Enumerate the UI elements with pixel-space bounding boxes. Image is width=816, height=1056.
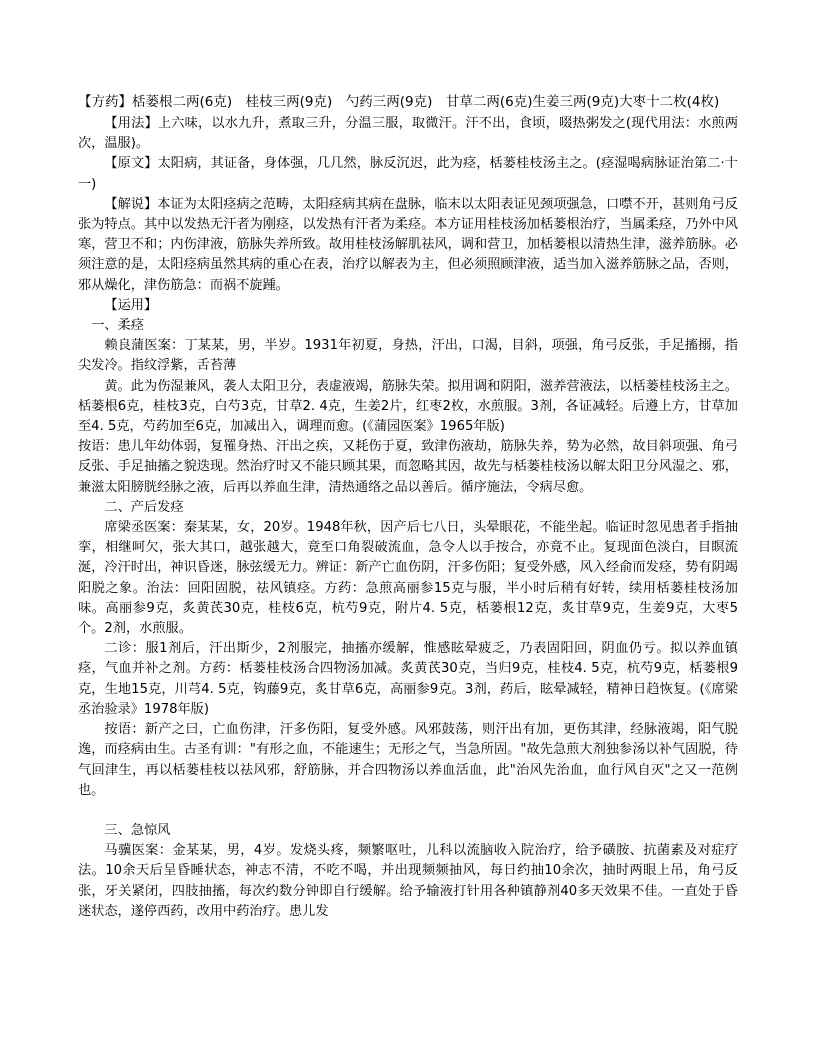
heading-case-chanhoufazhi: 席梁丞医案：秦某某，女，20岁。1948年秋，因产后七八日，头晕眼花，不能坐起。临证时忽见患者手指抽挛，相继呵欠，张大其口，越张越大，竟至口角裂破流血，急令人以手按合，亦竟不止。复现面色淡白，目瞑流涎，冷汗时出，神识昏迷，脉弦缓无力。辨证：新产亡血伤阴，汗多伤阳；复受外感，风入经俞而发痉，势有阴竭阳脱之象。治法：回阳固脱，祛风镇痉。方药：急煎高丽参15克与服，半小时后稍有好转，续用栝蒌桂枝汤加味。高丽参9克，炙黄芪30克，桂枝6克，杭芍9克，附片4. 5克，栝蒌根12克，炙甘草9克，生姜9克，大枣5个。2剂，水煎服。 (78, 520, 738, 637)
paragraph-yuanwen: 【解说】本证为太阳痉病之范畴，太阳痉病其病在盘脉，临末以太阳表证见颈项强急，口噤不开，甚则角弓反张为特点。其中以发热无汗者为刚痉，以发热有汗者为柔痉。本方证用桂枝汤加栝蒌根治疗，当属柔痉，乃外中风寒，营卫不和；内伤津液，筋脉失养所致。故用桂枝汤解肌祛风，调和营卫，加栝蒌根以清热生津，滋养筋脉。必须注意的是，太阳痉病虽然其病的重心在表，治疗以解表为主，但必须照顾津液，适当加入滋养筋脉之品，否则，邪从燥化，津伤筋急：而祸不旋踵。 (78, 196, 738, 293)
paragraph-spacer (78, 801, 738, 821)
heading-yunyong: 一、柔痉 (91, 318, 144, 334)
paragraph-case2-body2: 按语：新产之曰，亡血伤津，汗多伤阳，复受外感。风邪鼓荡，则汗出有加，更伤其津，经脉液竭，阳气脱逸，而痉病由生。古圣有训："有形之血，不能速生；无形之气，当急所固。"故先急煎大剂独参汤以补气固脱，待气回津生，再以栝蒌桂枝以祛风邪，舒筋脉，并合四物汤以养血活血，此"治风先治血，血行风自灭"之又一范例也。 (78, 722, 738, 798)
paragraph-case1-note: 二、产后发痉 (104, 499, 184, 515)
paragraph-fangyao: 【用法】上六味，以水九升，煮取三升，分温三服，取微汗。汗不出，食顷，啜热粥发之(现代用法：水煎两次，温服)。 (78, 116, 738, 152)
paragraph-case2-body1: 二诊：服1剂后，汗出斯少，2剂服完，抽搐亦缓解，惟感眩晕疲乏，乃表固阳回，阴血仍亏。拟以养血镇痉，气血并补之剂。方药：栝蒌桂枝汤合四物汤加减。炙黄芪30克，当归9克，桂枝4. 5克，杭芍9克，栝蒌根9克，生地15克，川芎4. 5克，钩藤9克，炙甘草6克，高丽参9克。3剂，药后，眩晕减轻，精神日趋恢复。(《席梁丞治验录》1978年版) (78, 641, 738, 717)
page-title: 【方药】栝蒌根二两(6克) 桂枝三两(9克) 勺药三两(9克) 甘草二两(6克)生姜三两(9克)大枣十二枚(4枚) (78, 94, 720, 110)
paragraph-case2-note: 三、急惊风 (104, 822, 171, 838)
paragraph-yongfa: 【原文】太阳病，其证备，身体强，几几然，脉反沉迟，此为痉，栝蒌桂枝汤主之。(痉湿喝病脉证治第二·十一) (78, 156, 738, 192)
heading-case-jijingfeng: 马骥医案：金某某，男，4岁。发烧头疼，频繁呕吐，儿科以流脑收入院治疗，给予磺胺、抗菌素及对症疗法。10余天后呈昏睡状态，神志不清，不吃不喝，并出现频频抽风，每日约抽10余次，抽时两眼上吊，角弓反张，牙关紧闭，四肢抽搐，每次约数分钟即自行缓解。给予输液打针用各种镇静剂40多天效果不佳。一直处于昏迷状态，遂停西药，改用中药治疗。患儿发 (78, 843, 738, 919)
paragraph-case1-intro: 黄。此为伤湿兼风，袭人太阳卫分，表虚液竭，筋脉失荣。拟用调和阴阳，滋养营液法，以栝蒌桂枝汤主之。栝蒌根6克，桂枝3克，白芍3克，甘草2. 4克，生姜2片，红枣2枚，水煎服。3剂，各证减轻。后遵上方，甘草加至4. 5克，芍药加至6克，加减出入，调理而愈。(《蒲园医案》1965年版) (78, 378, 738, 435)
paragraph-jieshuo: 【运用】 (104, 297, 158, 313)
heading-case-rouzhi: 赖良蒲医案：丁某某，男，半岁。1931年初夏，身热，汗出，口渴，目斜，项强，角弓反张，手足搐搦，指尖发冷。指纹浮紫，舌苔薄 (78, 338, 738, 374)
paragraph-case1-body: 按语：患儿年幼体弱，复罹身热、汗出之疾，又耗伤于夏，致津伤液劫，筋脉失养，势为必然，故目斜项强、角弓反张、手足抽搐之貌迭现。然治疗时又不能只顾其果，而忽略其因，故先与栝蒌桂枝汤以解太阳卫分风湿之、邪，兼滋太阳膀胱经脉之液，后再以养血生津，清热通络之品以善后。循序施法，令病尽愈。 (78, 439, 738, 495)
